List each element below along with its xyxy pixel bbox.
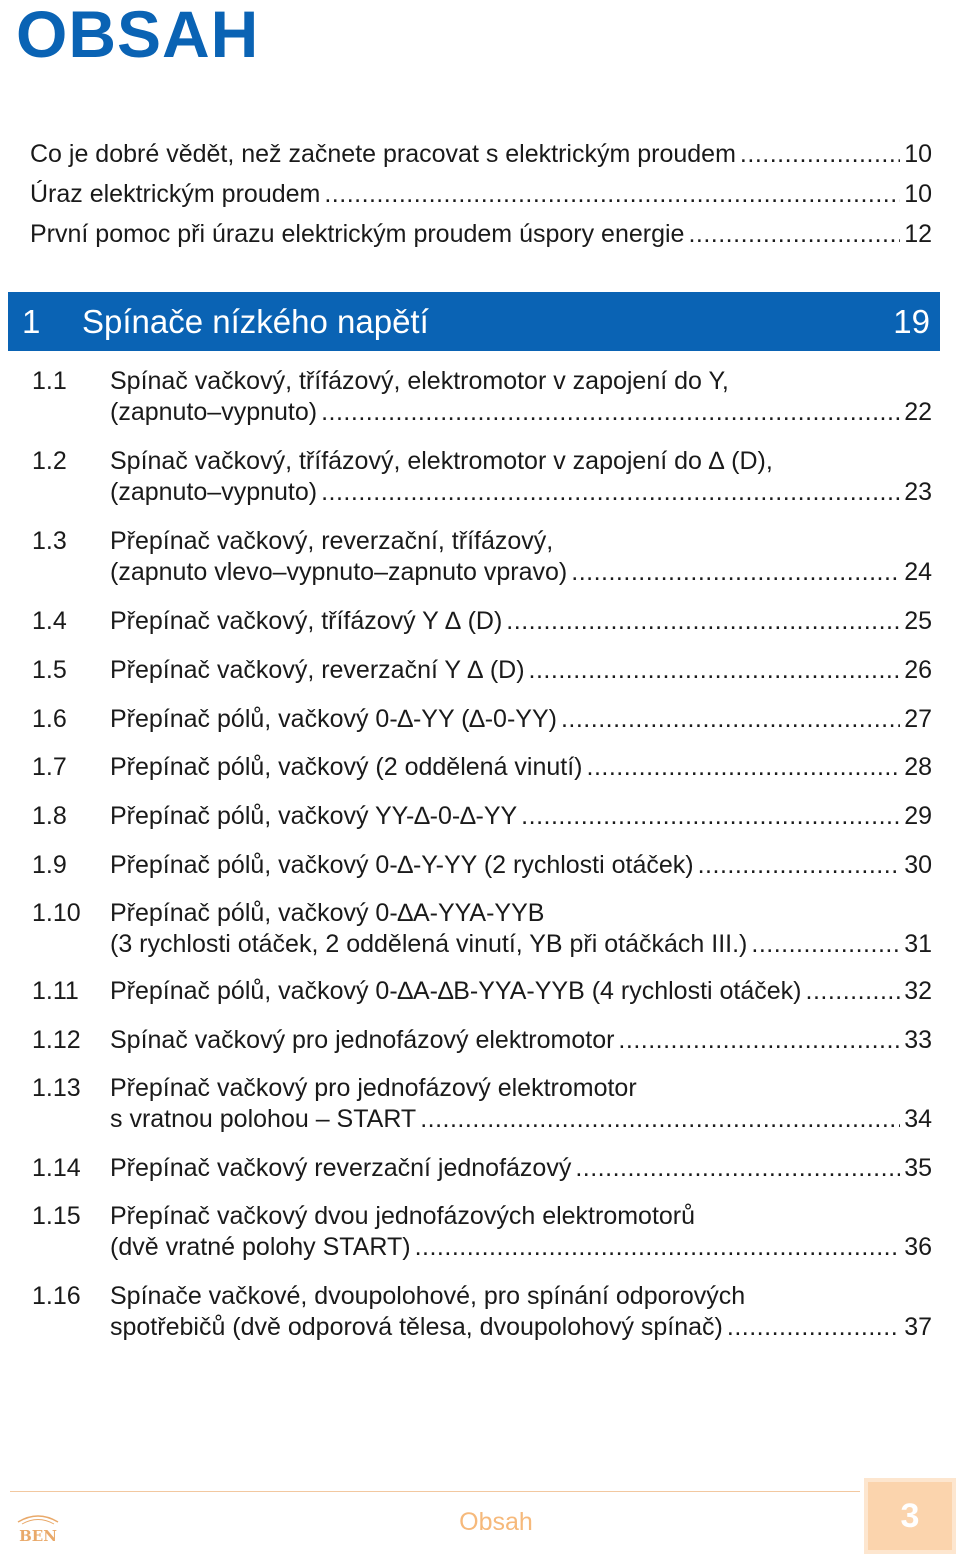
toc-entry-title-line1: Spínač vačkový, třífázový, elektromotor v zapojení do ∆ (D), (110, 447, 773, 475)
page-number-box (864, 1478, 956, 1554)
toc-entry[interactable] (32, 366, 932, 428)
toc-entry-number: 1.2 (32, 447, 67, 475)
dot-leader (561, 704, 900, 735)
intro-item[interactable] (30, 134, 932, 174)
toc-entry-number: 1.3 (32, 527, 67, 555)
chapter-title: Spínače nízkého napětí (82, 302, 429, 340)
toc-entry-title-line2: (zapnuto–vypnuto) (110, 478, 318, 506)
toc-entry-number: 1.9 (32, 851, 67, 879)
toc-entry-title-line2: spotřebičů (dvě odporová tělesa, dvoupolohový spínač) (110, 1313, 723, 1341)
toc-entry-number: 1.6 (32, 705, 67, 733)
toc-entry[interactable] (32, 1281, 932, 1343)
dot-leader (324, 174, 900, 214)
toc-entry-page: 29 (904, 802, 932, 830)
dot-leader (415, 1232, 901, 1263)
toc-entry-title-line1: Přepínač vačkový dvou jednofázových elektromotorů (110, 1202, 696, 1230)
chapter-page: 19 (893, 302, 930, 340)
toc-entry[interactable] (32, 526, 932, 588)
toc-entry-title-line2: (dvě vratné polohy START) (110, 1233, 411, 1261)
toc-entry-title-line2: (zapnuto–vypnuto) (110, 398, 318, 426)
intro-item-text: Co je dobré vědět, než začnete pracovat s elektrickým proudem (30, 140, 736, 168)
toc-entry-number: 1.10 (32, 899, 81, 927)
toc-entry-number: 1.8 (32, 802, 67, 830)
toc-entry-title-line1: Přepínač vačkový pro jednofázový elektromotor (110, 1074, 637, 1102)
toc-entry-number: 1.7 (32, 753, 67, 781)
toc-entry-title: Spínač vačkový pro jednofázový elektromotor (110, 1026, 615, 1054)
toc-entry-title-line1: Spínač vačkový, třífázový, elektromotor v zapojení do Y, (110, 367, 729, 395)
page-number: 3 (900, 1496, 920, 1535)
toc-entry[interactable] (32, 655, 932, 686)
toc-entry-number: 1.16 (32, 1282, 81, 1310)
toc-entry-number: 1.5 (32, 656, 67, 684)
toc-entry[interactable] (32, 976, 932, 1007)
toc-entry-page: 35 (904, 1154, 932, 1182)
toc-entry-title-line1: Přepínač vačkový, reverzační, třífázový, (110, 527, 554, 555)
toc-entry[interactable] (32, 801, 932, 832)
dot-leader (529, 655, 901, 686)
dot-leader (740, 134, 900, 174)
dot-leader (420, 1104, 900, 1135)
toc-entry-number: 1.12 (32, 1026, 81, 1054)
toc-entry-page: 24 (904, 558, 932, 586)
toc-entry-number: 1.14 (32, 1154, 81, 1182)
dot-leader (587, 752, 901, 783)
toc-entry[interactable] (32, 1073, 932, 1135)
toc-entry-number: 1.11 (32, 977, 79, 1005)
toc-entry-title: Přepínač vačkový reverzační jednofázový (110, 1154, 572, 1182)
dot-leader (727, 1312, 900, 1343)
footer-section-label: Obsah (459, 1508, 533, 1536)
dot-leader (571, 557, 900, 588)
toc-entry[interactable] (32, 446, 932, 508)
dot-leader (698, 850, 901, 881)
toc-entry-title: Přepínač pólů, vačkový 0-∆-YY (∆-0-YY) (110, 705, 557, 733)
toc-entry[interactable] (32, 1153, 932, 1184)
toc-entry-title: Přepínač vačkový, třífázový Y ∆ (D) (110, 607, 503, 635)
dot-leader (521, 801, 900, 832)
toc-entry-page: 37 (904, 1313, 932, 1341)
toc-entry-title: Přepínač vačkový, reverzační Y ∆ (D) (110, 656, 525, 684)
intro-item[interactable] (30, 214, 932, 254)
intro-item-text: První pomoc při úrazu elektrickým proudem úspory energie (30, 220, 685, 248)
toc-entry-page: 32 (904, 977, 932, 1005)
toc-entry-number: 1.1 (32, 367, 67, 395)
intro-item-page: 10 (904, 140, 932, 168)
footer-divider (10, 1491, 860, 1492)
toc-entry-title: Přepínač pólů, vačkový 0-∆-Y-YY (2 rychlosti otáček) (110, 851, 694, 879)
toc-entry-page: 22 (904, 398, 932, 426)
toc-entry-page: 34 (904, 1105, 932, 1133)
toc-entry[interactable] (32, 850, 932, 881)
intro-list (30, 134, 932, 254)
toc-entry-page: 30 (904, 851, 932, 879)
toc-entry-page: 27 (904, 705, 932, 733)
toc-entry-title: Přepínač pólů, vačkový YY-∆-0-∆-YY (110, 802, 518, 830)
toc-entry-title-line2: (3 rychlosti otáček, 2 oddělená vinutí, YB při otáčkách III.) (110, 930, 748, 958)
toc-entry[interactable] (32, 1025, 932, 1056)
dot-leader (751, 929, 900, 960)
toc-entry-page: 26 (904, 656, 932, 684)
dot-leader (321, 477, 900, 508)
toc-entry[interactable] (32, 704, 932, 735)
toc-entry-number: 1.15 (32, 1202, 81, 1230)
toc-entry[interactable] (32, 1201, 932, 1263)
svg-text:BEN: BEN (19, 1527, 57, 1544)
dot-leader (618, 1025, 900, 1056)
toc-entry-page: 33 (904, 1026, 932, 1054)
toc-entry-title: Přepínač pólů, vačkový 0-∆A-∆B-YYA-YYB (4 rychlosti otáček) (110, 977, 802, 1005)
intro-item-page: 12 (904, 220, 932, 248)
dot-leader (688, 214, 900, 254)
toc-entry-page: 23 (904, 478, 932, 506)
toc-entry-title-line1: Přepínač pólů, vačkový 0-∆A-YYA-YYB (110, 899, 545, 927)
dot-leader (575, 1153, 900, 1184)
toc-entry-page: 28 (904, 753, 932, 781)
intro-item-page: 10 (904, 180, 932, 208)
toc-entry-title-line2: (zapnuto vlevo–vypnuto–zapnuto vpravo) (110, 558, 568, 586)
toc-entry-title-line2: s vratnou polohou – START (110, 1105, 417, 1133)
intro-item[interactable] (30, 174, 932, 214)
toc-entry[interactable] (32, 752, 932, 783)
toc-entry[interactable] (32, 898, 932, 960)
chapter-heading[interactable] (8, 292, 940, 351)
toc-entry-page: 31 (904, 930, 932, 958)
intro-item-text: Úraz elektrickým proudem (30, 180, 321, 208)
toc-entry-page: 25 (904, 607, 932, 635)
toc-entry-number: 1.4 (32, 607, 67, 635)
chapter-number: 1 (22, 302, 41, 340)
dot-leader (806, 976, 901, 1007)
toc-entry-page: 36 (904, 1233, 932, 1261)
toc-entry-number: 1.13 (32, 1074, 81, 1102)
dot-leader (321, 397, 900, 428)
dot-leader (506, 606, 900, 637)
toc-entry-title-line1: Spínače vačkové, dvoupolohové, pro spínání odporových (110, 1282, 746, 1310)
toc-entry[interactable] (32, 606, 932, 637)
page-title: OBSAH (16, 0, 260, 71)
toc-entry-title: Přepínač pólů, vačkový (2 oddělená vinutí) (110, 753, 583, 781)
